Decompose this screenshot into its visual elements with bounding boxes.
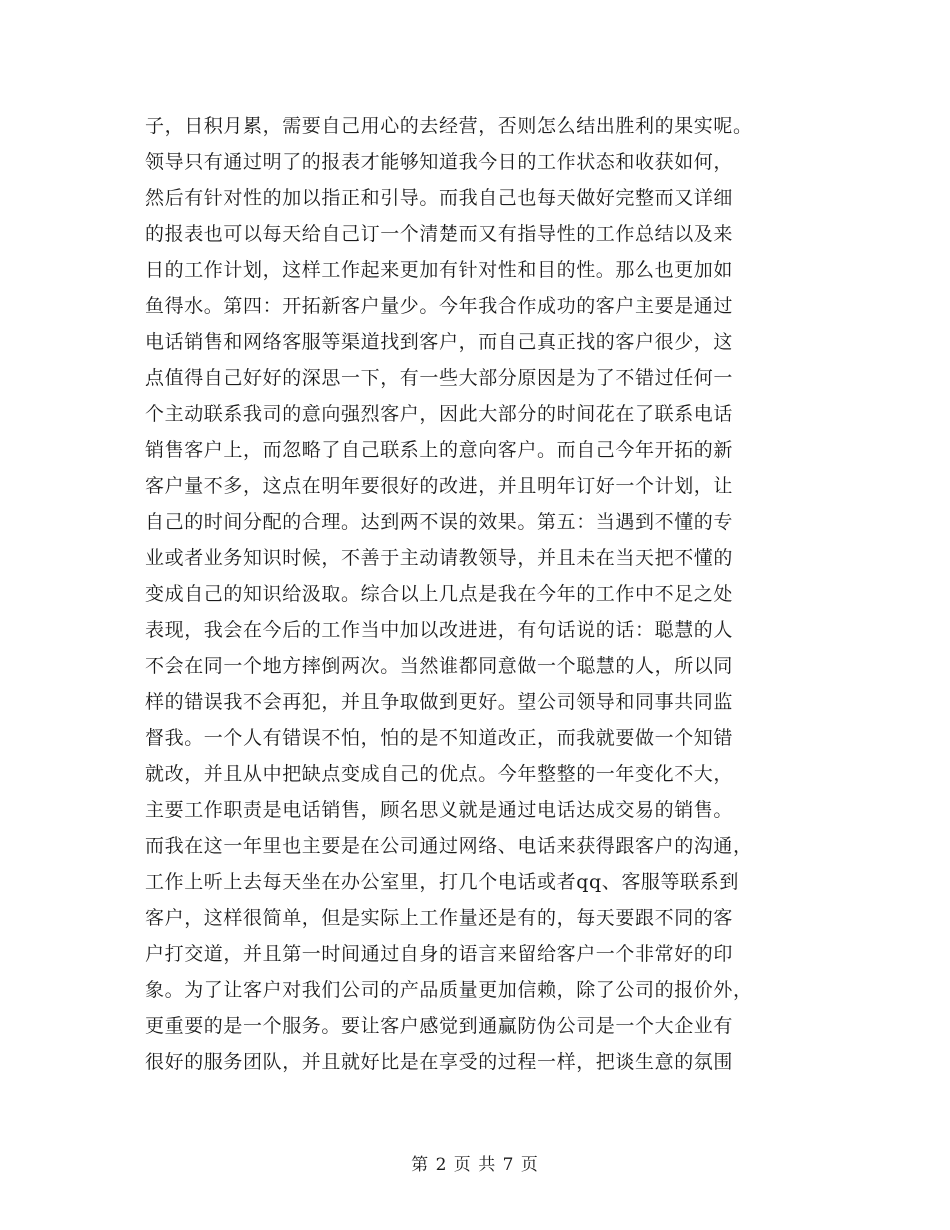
body-text	[145, 108, 825, 1080]
text-line: 子，日积月累，需要自己用心的去经营，否则怎么结出胜利的果实呢。	[145, 115, 753, 137]
text-line: 个主动联系我司的意向强烈客户，因此大部分的时间花在了联系电话	[145, 403, 734, 425]
text-line: 客户，这样很简单，但是实际上工作量还是有的，每天要跟不同的客	[145, 907, 734, 929]
text-line: 象。为了让客户对我们公司的产品质量更加信赖，除了公司的报价外，	[145, 979, 753, 1001]
text-line: 户打交道，并且第一时间通过自身的语言来留给客户一个非常好的印	[145, 943, 734, 965]
text-line: 工作上听上去每天坐在办公室里，打几个电话或者qq、客服等联系到	[145, 871, 739, 893]
text-line: 就改，并且从中把缺点变成自己的优点。今年整整的一年变化不大，	[145, 763, 734, 785]
text-line: 鱼得水。第四：开拓新客户量少。今年我合作成功的客户主要是通过	[145, 295, 734, 317]
text-line: 电话销售和网络客服等渠道找到客户，而自己真正找的客户很少，这	[145, 331, 734, 353]
text-line: 很好的服务团队，并且就好比是在享受的过程一样，把谈生意的氛围	[145, 1051, 734, 1073]
text-line: 主要工作职责是电话销售，顾名思义就是通过电话达成交易的销售。	[145, 799, 734, 821]
text-line: 业或者业务知识时候，不善于主动请教领导，并且未在当天把不懂的	[145, 547, 734, 569]
text-line: 的报表也可以每天给自己订一个清楚而又有指导性的工作总结以及来	[145, 223, 734, 245]
page-number-footer: 第 2 页 共 7 页	[411, 1155, 539, 1175]
text-line: 点值得自己好好的深思一下，有一些大部分原因是为了不错过任何一	[145, 367, 734, 389]
text-line: 表现，我会在今后的工作当中加以改进进，有句话说的话：聪慧的人	[145, 619, 734, 641]
text-line: 督我。一个人有错误不怕，怕的是不知道改正，而我就要做一个知错	[145, 727, 734, 749]
text-line: 销售客户上，而忽略了自己联系上的意向客户。而自己今年开拓的新	[145, 439, 734, 461]
text-line: 变成自己的知识给汲取。综合以上几点是我在今年的工作中不足之处	[145, 583, 734, 605]
text-line: 样的错误我不会再犯，并且争取做到更好。望公司领导和同事共同监	[145, 691, 734, 713]
text-line: 更重要的是一个服务。要让客户感觉到通赢防伪公司是一个大企业有	[145, 1015, 734, 1037]
text-line: 而我在这一年里也主要是在公司通过网络、电话来获得跟客户的沟通，	[145, 835, 753, 857]
text-line: 日的工作计划，这样工作起来更加有针对性和目的性。那么也更加如	[145, 259, 734, 281]
text-line: 自己的时间分配的合理。达到两不误的效果。第五：当遇到不懂的专	[145, 511, 734, 533]
text-line: 客户量不多，这点在明年要很好的改进，并且明年订好一个计划，让	[145, 475, 734, 497]
text-line: 领导只有通过明了的报表才能够知道我今日的工作状态和收获如何，	[145, 151, 734, 173]
text-line: 不会在同一个地方摔倒两次。当然谁都同意做一个聪慧的人，所以同	[145, 655, 734, 677]
text-line: 然后有针对性的加以指正和引导。而我自己也每天做好完整而又详细	[145, 187, 734, 209]
